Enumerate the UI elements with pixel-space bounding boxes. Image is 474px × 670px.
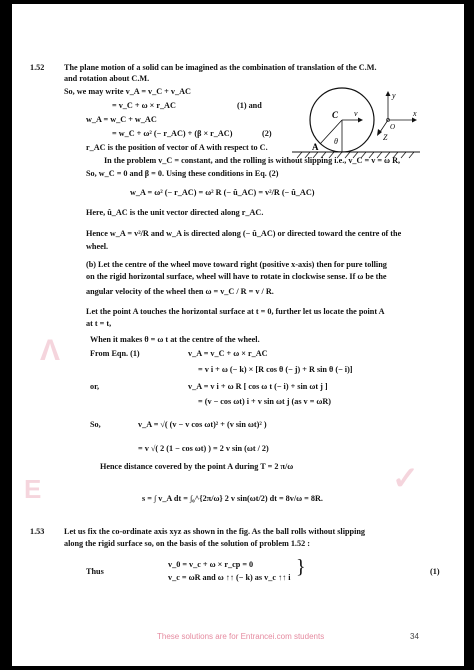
figure-label-v: v	[354, 109, 358, 118]
figure-label-x: x	[413, 109, 417, 118]
problem-text-line: or,	[90, 382, 100, 391]
equation-line: = v √( 2 (1 − cos ωt) ) = 2 v sin (ωt / 2)	[138, 444, 269, 453]
figure-label-o: O	[390, 123, 396, 131]
problem-number-1-52: 1.52	[30, 63, 45, 72]
equation-line: v_A = v i + ω R [ cos ω t (− i) + sin ωt j ]	[188, 382, 328, 391]
problem-text-line: Let the point A touches the horizontal surface at t = 0, further let us locate the point A	[86, 307, 385, 316]
problem-text-line: Here, û_AC is the unit vector directed along r_AC.	[86, 208, 264, 217]
problem-text-line: Hence w_A = v²/R and w_A is directed along (− û_AC) or directed toward the centre of the	[86, 229, 402, 238]
equation-line: = v i + ω (− k) × [R cos θ (− j) + R sin θ (− i)]	[198, 365, 353, 374]
figure-label-c: C	[332, 110, 339, 120]
problem-text-line: Let us fix the co-ordinate axis xyz as shown in the fig. As the ball rolls without slipping	[64, 527, 365, 536]
problem-text-line: Hence distance covered by the point A during T = 2 π/ω	[100, 462, 294, 471]
equation-brace: }	[296, 556, 306, 578]
equation-line: v_A = v_C + ω × r_AC	[188, 349, 268, 358]
problem-text-line: and rotation about C.M.	[64, 74, 150, 83]
problem-text-line: at t = t,	[86, 319, 112, 328]
watermark-left: Λ	[40, 334, 61, 367]
figure-label-z: Z	[383, 133, 388, 142]
problem-text-line: So,	[90, 420, 101, 429]
equation-line: So, we may write v_A = v_C + v_AC	[64, 87, 191, 96]
problem-text-line: When it makes θ = ω t at the centre of the wheel.	[90, 335, 260, 344]
equation-label: (1)	[430, 567, 440, 576]
problem-text-line: The plane motion of a solid can be imagined as the combination of translation of the C.M.	[64, 63, 377, 72]
equation-line: = v_C + ω × r_AC	[112, 101, 176, 110]
equation-line: s = ∫ v_A dt = ∫₀^{2π/ω} 2 v sin(ωt/2) dt = 8v/ω = 8R.	[142, 494, 323, 503]
problem-text-line: So, w_C = 0 and β = 0. Using these conditions in Eq. (2)	[86, 169, 279, 178]
problem-text-line: Thus	[86, 567, 104, 576]
problem-text-line: wheel.	[86, 242, 109, 251]
equation-line: w_A = ω² (− r_AC) = ω² R (− û_AC) = v²/R (− û_AC)	[130, 188, 315, 197]
problem-number-1-53: 1.53	[30, 527, 45, 536]
problem-text-line: (b) Let the centre of the wheel move toward right (positive x-axis) then for pure tolling	[86, 260, 387, 269]
problem-text-line: In the problem v_C = constant, and the rolling is without slipping i.e., v_C = v = ω R,	[104, 156, 401, 165]
problem-text-line: along the rigid surface so, on the basis of the solution of problem 1.52 :	[64, 539, 310, 548]
footer-text: These solutions are for Entrancei.com students	[157, 632, 325, 641]
equation-label: (2)	[262, 129, 272, 138]
problem-text-line: on the rigid horizontal surface, wheel will have to rotate in clockwise sense. If ω be the	[86, 272, 387, 281]
document-page	[12, 4, 464, 666]
equation-line: w_A = w_C + w_AC	[86, 115, 157, 124]
figure-label-a: A	[312, 142, 319, 152]
problem-text-line: angular velocity of the wheel then ω = v_C / R = v / R.	[86, 287, 274, 296]
equation-line: = w_C + ω² (− r_AC) + (β × r_AC)	[112, 129, 233, 138]
equation-line: v_c = ωR and ω ↑↑ (− k) as v_c ↑↑ i	[168, 573, 291, 582]
equation-label: (1) and	[237, 101, 262, 110]
equation-line: = (v − cos ωt) i + v sin ωt j (as v = ωR)	[198, 397, 332, 406]
equation-line: v_0 = v_c + ω × r_cp = 0	[168, 560, 254, 569]
watermark-left-e: E	[24, 474, 42, 504]
equation-line: v_A = √( (v − v cos ωt)² + (v sin ωt)² )	[138, 420, 267, 429]
rolling-wheel-figure	[292, 82, 422, 162]
page-number: 34	[410, 632, 419, 641]
problem-text-line: From Eqn. (1)	[90, 349, 140, 358]
problem-text-line: r_AC is the position of vector of A with respect to C.	[86, 143, 268, 152]
watermark-right: ✓	[392, 460, 419, 496]
figure-label-theta: θ	[334, 137, 338, 146]
figure-label-y: y	[392, 91, 396, 100]
